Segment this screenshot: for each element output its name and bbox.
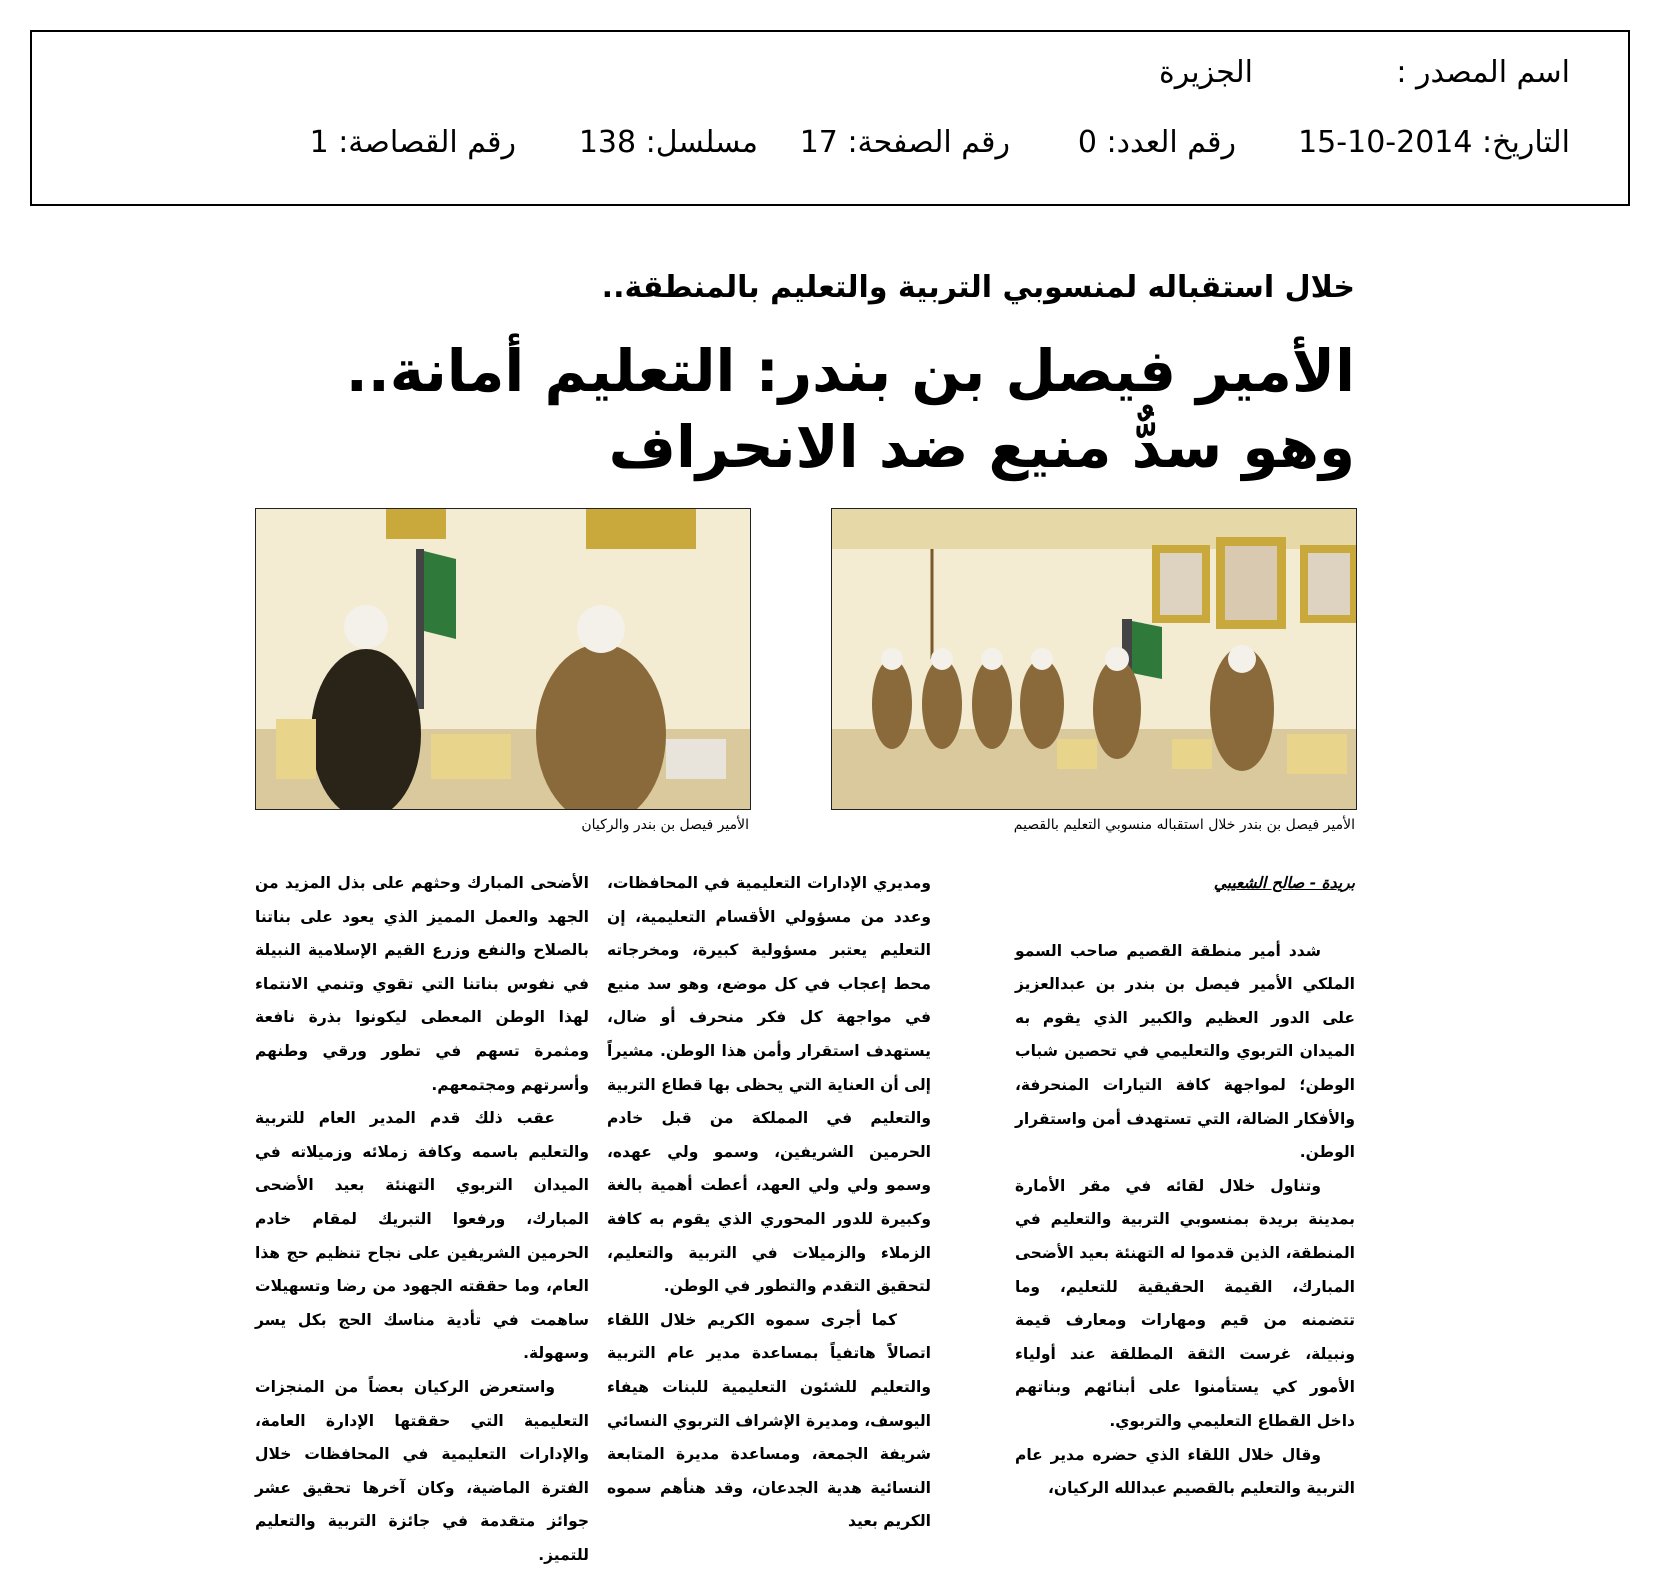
column-1-paragraph: وقال خلال اللقاء الذي حضره مدير عام التربية والتعليم بالقصيم عبدالله الركيان،: [1015, 1445, 1355, 1498]
column-3-paragraph: عقب ذلك قدم المدير العام للتربية والتعليم باسمه وكافة زملائه وزميلاته في الميدان التربوي التهنئة بعيد الأضحى المبارك، ورفعوا التبريك لمقام خادم الحرمين الشريفين على نجاح تنظيم حج هذا العام، وما حققته الجهود من رضا وتسهيلات ساهمت في تأدية مناسك الحج بكل يسر وسهولة.: [255, 1109, 589, 1363]
byline: بريدة - صالح الشعيبي: [1213, 874, 1355, 892]
column-1-paragraph: شدد أمير منطقة القصيم صاحب السمو الملكي الأمير فيصل بن بندر بن عبدالعزيز على الدور العظيم والكبير الذي يقوم به الميدان التربوي والتعليمي في تحصين شباب الوطن؛ لمواجهة كافة التيارات المنحرفة، والأفكار الضالة، التي تستهدف أمن واستقرار الوطن.: [1015, 941, 1355, 1162]
column-3-paragraph: الأضحى المبارك وحثهم على بذل المزيد من الجهد والعمل المميز الذي يعود على بناتنا بالصلاح والنفع وزرع القيم الإسلامية النبيلة في نفوس بناتنا التي تقوي وتنمي الانتماء لهذا الوطن المعطى ليكونوا بذرة نافعة ومثمرة تسهم في تطور ورقي وطنهم وأسرتهم ومجتمعهم.: [255, 874, 589, 1094]
article-headline: [346, 333, 1355, 485]
headline-line-1: الأمير فيصل بن بندر: التعليم أمانة..: [345, 337, 1355, 405]
article-kicker: خلال استقباله لمنسوبي التربية والتعليم بالمنطقة..: [601, 270, 1355, 305]
source-label: اسم المصدر :: [1396, 55, 1570, 90]
photo-reception-hall: [831, 508, 1357, 810]
article-column-2: [607, 867, 931, 1539]
article-column-1: [1015, 867, 1355, 1506]
headline-line-2: وهو سدٌّ منيع ضد الانحراف: [608, 413, 1355, 481]
column-2-paragraph: ومديري الإدارات التعليمية في المحافظات، وعدد من مسؤولي الأقسام التعليمية، إن التعليم يعتبر مسؤولية كبيرة، ومخرجاته محط إعجاب في كل موضع، وهو سد منيع في مواجهة كل فكر منحرف أو ضال، يستهدف استقرار وأمن هذا الوطن. مشيراً إلى أن العناية التي يحظى بها قطاع التربية والتعليم في المملكة من قبل خادم الحرمين الشريفين، وسمو ولي عهده، وسمو ولي ولي العهد، أعطت أهمية بالغة وكبيرة للدور المحوري الذي يقوم به كافة الزملاء والزميلات في التربية والتعليم، لتحقيق التقدم والتطور في الوطن.: [607, 874, 931, 1296]
photo-prince-and-alrukayan-image: [256, 509, 750, 809]
photo2-caption: الأمير فيصل بن بندر والركيان: [581, 817, 749, 833]
article-clipping: [255, 255, 1355, 1564]
clip-field: رقم القصاصة: 1: [309, 125, 516, 160]
photo1-caption: الأمير فيصل بن بندر خلال استقباله منسوبي التعليم بالقصيم: [1013, 817, 1355, 833]
source-info-box: [30, 30, 1630, 206]
source-value: الجزيرة: [1158, 55, 1253, 90]
serial-field: مسلسل: 138: [578, 125, 758, 160]
photo-reception-hall-image: [832, 509, 1356, 809]
issue-field: رقم العدد: 0: [1077, 125, 1236, 160]
column-2-paragraph: كما أجرى سموه الكريم خلال اللقاء اتصالاً هاتفياً بمساعدة مدير عام التربية والتعليم للشئون التعليمية للبنات هيفاء اليوسف، ومديرة الإشراف التربوي النسائي شريفة الجمعة، ومساعدة مديرة المتابعة النسائية هدية الجدعان، وقد هنأهم سموه الكريم بعيد: [607, 1310, 931, 1531]
photo-prince-and-alrukayan: [255, 508, 751, 810]
date-field: التاريخ: 2014-10-15: [1298, 125, 1570, 160]
page-field: رقم الصفحة: 17: [799, 125, 1010, 160]
article-column-3: [255, 867, 589, 1572]
column-1-paragraph: وتناول خلال لقائه في مقر الأمارة بمدينة بريدة بمنسوبي التربية والتعليم في المنطقة، الذين قدموا له التهنئة بعيد الأضحى المبارك، القيمة الحقيقية للتعليم، وما تتضمنه من قيم ومهارات ومعارف قيمة ونبيلة، غرست الثقة المطلقة عند أولياء الأمور كي يستأمنوا على أبنائهم وبناتهم داخل القطاع التعليمي والتربوي.: [1015, 1176, 1355, 1430]
column-3-paragraph: واستعرض الركيان بعضاً من المنجزات التعليمية التي حققتها الإدارة العامة، والإدارات التعليمية في المحافظات خلال الفترة الماضية، وكان آخرها تحقيق عشر جوائز متقدمة في جائزة التربية والتعليم للتميز.: [255, 1377, 589, 1564]
